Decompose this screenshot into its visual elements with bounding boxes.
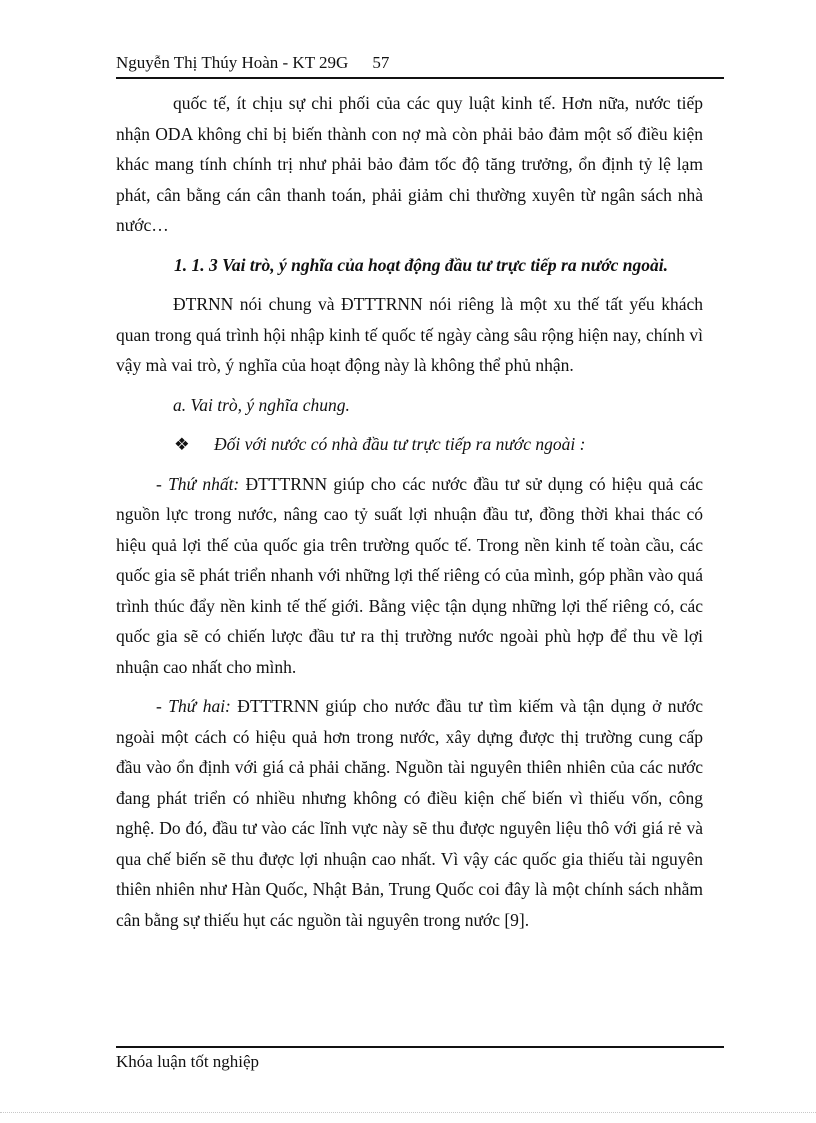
item-text: ĐTTTRNN giúp cho nước đầu tư tìm kiếm và tận dụng ở nước ngoài một cách có hiệu quả hơn trong nước, xây dựng được thị trường cung cấp đầu vào ổn định với giá cả phải chăng. Nguồn tài nguyên thiên nhiên của các nước đang phát triển có nhiều nhưng không có điều kiện chế biến vì thiếu vốn, công nghệ. Do đó, đầu tư vào các lĩnh vực này sẽ thu được nguyên liệu thô với giá rẻ và qua chế biến sẽ thu được lợi nhuận cao nhất. Vì vậy các quốc gia thiếu tài nguyên thiên nhiên như Hàn Quốc, Nhật Bản, Trung Quốc coi đây là một chính sách nhằm cân bằng sự thiếu hụt các nguồn tài nguyên trong nước [9]. [116,696,704,930]
item-dash: - [156,473,169,494]
item-text: ĐTTTRNN giúp cho các nước đầu tư sử dụng có hiệu quả các nguồn lực trong nước, nâng cao tỷ suất lợi nhuận đầu tư, đồng thời khai thác có hiệu quả lợi thế của quốc gia trên trường quốc tế. Trong nền kinh tế toàn cầu, các quốc gia sẽ phát triển nhanh với những lợi thế riêng có của mình, góp phần vào quá trình thúc đẩy nền kinh tế thế giới. Bằng việc tận dụng những lợi thế riêng có, các quốc gia sẽ có chiến lược đầu tư ra thị trường nước ngoài phù hợp để thu về lợi nhuận cao nhất cho mình. [116,473,704,677]
page-header [116,52,724,74]
item-label: Thứ nhất: [168,473,240,494]
header-author: Nguyễn Thị Thúy Hoàn - KT 29G [116,53,349,72]
bullet-text: Đối với nước có nhà đầu tư trực tiếp ra nước ngoài : [214,434,586,454]
page-bottom-dotted-line [0,1112,816,1113]
document-body [116,88,703,935]
section-heading: 1. 1. 3 Vai trò, ý nghĩa của hoạt động đầu tư trực tiếp ra nước ngoài. [174,254,668,275]
footer-rule [116,1046,724,1048]
page-number: 57 [372,53,390,72]
diamond-bullet-icon: ❖ [174,434,190,454]
subsection-label: a. Vai trò, ý nghĩa chung. [173,394,350,415]
header-rule [116,77,724,79]
paragraph-intro: ĐTRNN nói chung và ĐTTTRNN nói riêng là một xu thế tất yếu khách quan trong quá trình hội nhập kinh tế quốc tế ngày càng sâu rộng hiện nay, chính vì vậy mà vai trò, ý nghĩa của hoạt động này là không thể phủ nhận. [116,294,703,375]
list-item-first [116,469,703,683]
item-dash: - [156,696,169,716]
bullet-heading [116,429,703,460]
page-footer: Khóa luận tốt nghiệp [116,1052,260,1071]
paragraph-oda-conditions: quốc tế, ít chịu sự chi phối của các quy luật kinh tế. Hơn nữa, nước tiếp nhận ODA không chỉ bị biến thành con nợ mà còn phải bảo đảm một số điều kiện khác mang tính chính trị như phải bảo đảm tốc độ tăng trưởng, ổn định tỷ lệ lạm phát, cân bằng cán cân thanh toán, phải giảm chi thường xuyên từ ngân sách nhà nước… [116,93,703,235]
item-label: Thứ hai: [168,696,231,716]
list-item-second [116,691,703,935]
